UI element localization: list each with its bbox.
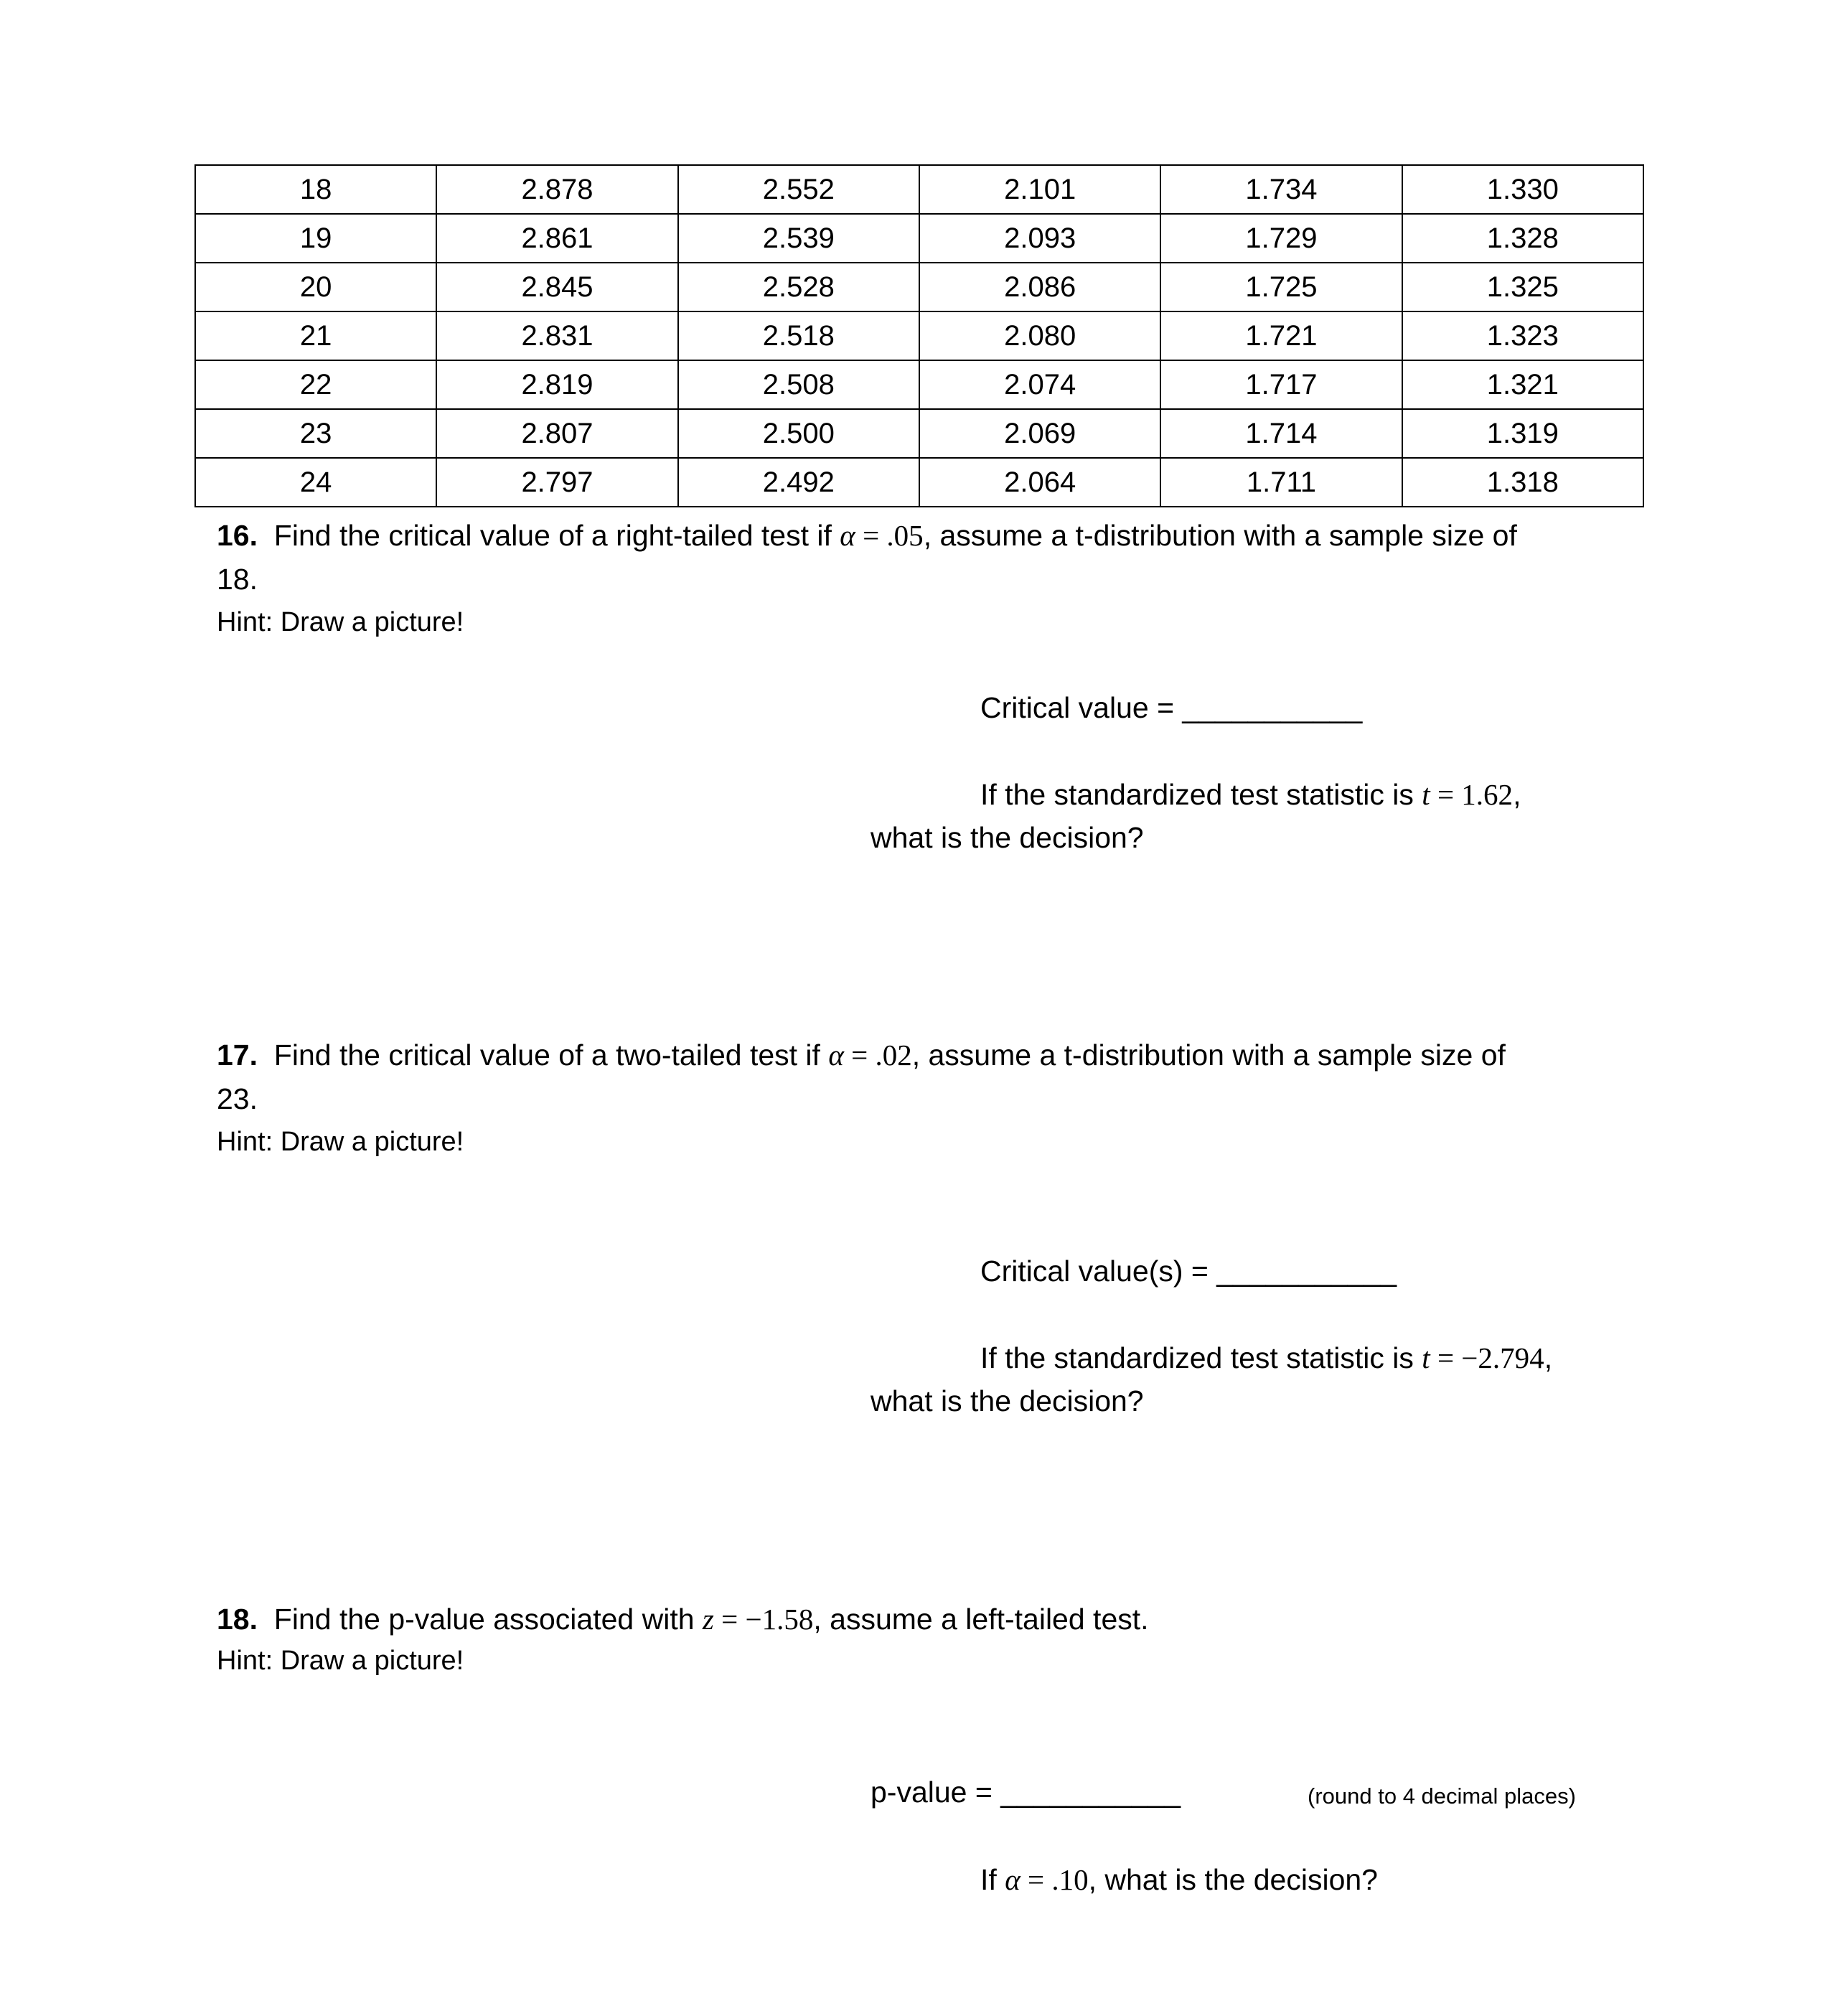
q18-alpha: α [1005,1863,1020,1896]
table-row [195,311,1643,360]
table-cell: 1.319 [1402,409,1643,458]
q17-text-after: , assume a t-distribution with a sample size of [911,1039,1506,1072]
table-cell: 2.093 [919,214,1160,263]
q17-alpha: α [828,1039,844,1072]
q17-stat-value: = −2.794 [1430,1341,1544,1374]
q18-prompt [217,1602,1149,1637]
q18-decision-prefix: If [980,1863,1005,1896]
table-cell: 1.318 [1402,458,1643,507]
q16-decision-line1 [980,777,1521,812]
q18-stat-value: = −1.58 [713,1603,814,1636]
table-cell: 2.086 [919,263,1160,311]
table-row [195,409,1643,458]
q16-text-after: , assume a t-distribution with a sample size of [923,519,1517,552]
q17-prompt-line2: 23. [217,1082,258,1115]
table-cell: 2.064 [919,458,1160,507]
q16-stat-value: = 1.62 [1430,778,1514,811]
q17-number: 17. [217,1039,258,1072]
table-row [195,360,1643,409]
q17-decision-text: If the standardized test statistic is [980,1341,1422,1374]
table-cell: 2.878 [436,165,677,214]
table-cell: 1.323 [1402,311,1643,360]
q18-text-after: , assume a left-tailed test. [813,1603,1149,1636]
table-cell: 1.734 [1160,165,1402,214]
q16-prompt-line2: 18. [217,563,258,596]
table-row [195,263,1643,311]
table-cell-df: 19 [195,214,436,263]
table-cell: 2.845 [436,263,677,311]
q17-decision-line1 [980,1341,1552,1376]
q18-decision [980,1862,1378,1898]
q16-alpha-value: = .05 [855,519,924,552]
t-table [194,164,1644,507]
table-cell: 2.552 [678,165,919,214]
q16-critical-answer-field[interactable]: ___________ [1182,691,1363,724]
table-cell: 2.528 [678,263,919,311]
q17-hint: Hint: Draw a picture! [217,1127,464,1157]
table-row [195,165,1643,214]
q17-alpha-value: = .02 [843,1039,912,1072]
q18-decision-suffix: , what is the decision? [1088,1863,1378,1896]
q16-stat-var: t [1422,778,1430,811]
q18-pvalue-label: p-value = [871,1776,1001,1809]
t-table-body [195,165,1643,507]
q16-decision-line2: what is the decision? [871,821,1144,854]
q18-round-note: (round to 4 decimal places) [1308,1783,1576,1809]
table-cell: 1.721 [1160,311,1402,360]
q17-critical-answer-field[interactable]: ___________ [1216,1255,1397,1288]
q17-critical-value [980,1254,1397,1289]
table-cell: 2.101 [919,165,1160,214]
q16-critical-label: Critical value = [980,691,1183,724]
q16-text-before: Find the critical value of a right-tailed test if [273,519,840,552]
q16-prompt [217,518,1517,553]
table-cell: 1.729 [1160,214,1402,263]
table-cell-df: 20 [195,263,436,311]
table-cell: 2.861 [436,214,677,263]
q17-decision-comma: , [1544,1341,1553,1374]
table-cell: 2.074 [919,360,1160,409]
table-cell: 1.725 [1160,263,1402,311]
q18-hint: Hint: Draw a picture! [217,1646,464,1676]
table-cell-df: 18 [195,165,436,214]
q18-text-before: Find the p-value associated with [273,1603,703,1636]
table-cell: 1.325 [1402,263,1643,311]
q17-text-before: Find the critical value of a two-tailed test if [273,1039,829,1072]
table-cell: 1.714 [1160,409,1402,458]
table-cell-df: 24 [195,458,436,507]
q16-decision-text: If the standardized test statistic is [980,778,1422,811]
q18-stat-var: z [702,1603,714,1636]
q16-alpha: α [840,519,855,552]
table-cell: 2.518 [678,311,919,360]
table-row [195,458,1643,507]
table-cell: 1.711 [1160,458,1402,507]
table-cell: 1.321 [1402,360,1643,409]
q17-decision-line2: what is the decision? [871,1384,1144,1417]
q18-pvalue-answer-field[interactable]: ___________ [1000,1776,1181,1809]
q16-hint: Hint: Draw a picture! [217,607,464,637]
table-cell: 2.080 [919,311,1160,360]
q17-critical-label: Critical value(s) = [980,1255,1217,1288]
q17-stat-var: t [1422,1341,1430,1374]
table-row [195,214,1643,263]
table-cell: 1.330 [1402,165,1643,214]
q17-prompt [217,1038,1506,1073]
q18-number: 18. [217,1603,258,1636]
table-cell: 2.819 [436,360,677,409]
table-cell: 2.492 [678,458,919,507]
table-cell: 2.500 [678,409,919,458]
table-cell-df: 22 [195,360,436,409]
table-cell: 1.328 [1402,214,1643,263]
q18-alpha-value: = .10 [1020,1863,1089,1896]
table-cell-df: 21 [195,311,436,360]
table-cell: 2.539 [678,214,919,263]
table-cell: 2.797 [436,458,677,507]
table-cell: 2.508 [678,360,919,409]
table-cell-df: 23 [195,409,436,458]
table-cell: 2.807 [436,409,677,458]
q16-number: 16. [217,519,258,552]
q16-decision-comma: , [1513,778,1521,811]
q16-critical-value [980,690,1362,726]
table-cell: 2.069 [919,409,1160,458]
q18-pvalue [871,1775,1181,1810]
table-cell: 2.831 [436,311,677,360]
table-cell: 1.717 [1160,360,1402,409]
